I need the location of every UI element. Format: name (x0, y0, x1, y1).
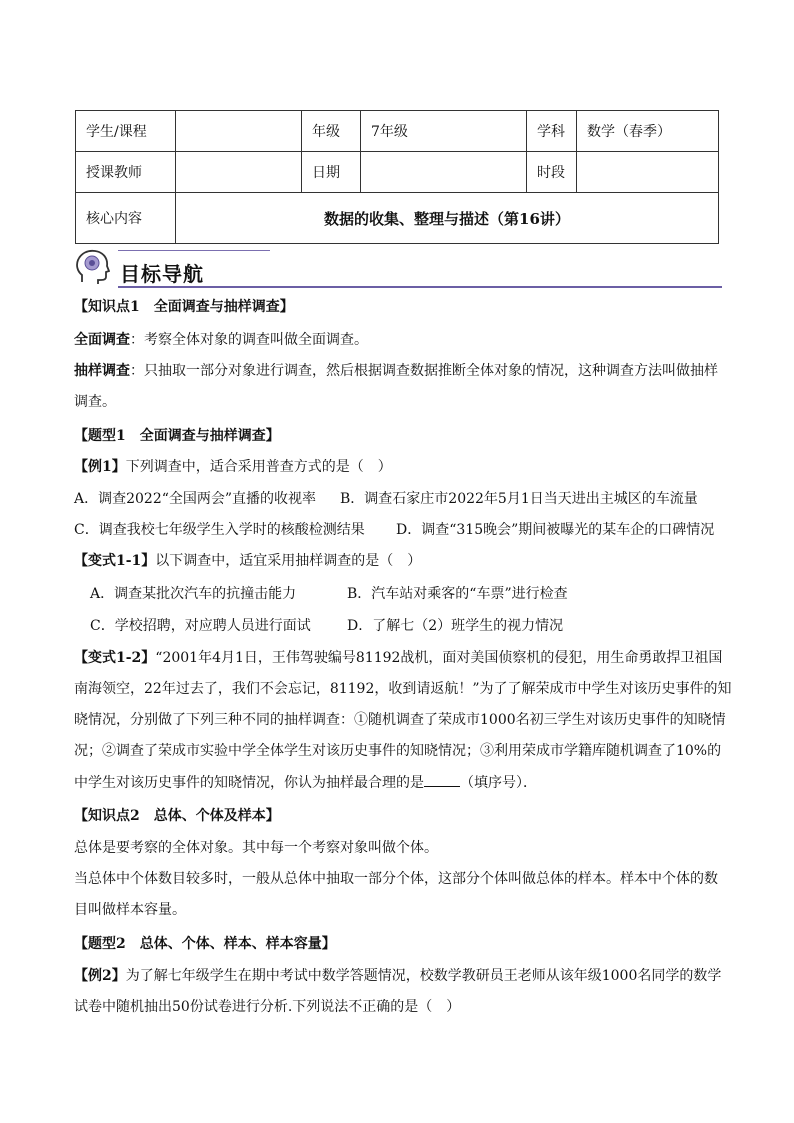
heading-underline (118, 286, 722, 288)
example-2-tag: 【例2】 (74, 968, 126, 984)
core-label: 核心内容 (76, 193, 176, 244)
variant-1-1-tag: 【变式1-1】 (74, 553, 156, 569)
variant-1-1-option-d: D．了解七（2）班学生的视力情况 (347, 618, 564, 634)
sample-survey-definition (74, 360, 718, 380)
full-survey-definition (74, 329, 368, 349)
head-profile-icon (74, 248, 110, 286)
core-value: 数据的收集、整理与描述（第16讲） (176, 193, 719, 244)
variant-1-2-tag: 【变式1-2】 (74, 650, 156, 666)
variant-1-2-line-2: 南海领空，22年过去了，我们不会忘记，81192，收到请返航！”为了了解荣成市中学生对该历史事件的知 (74, 681, 732, 697)
full-survey-term: 全面调查 (74, 332, 130, 348)
variant-1-2-line-4: 况；②调查了荣成市实验中学全体学生对该历史事件的知晓情况；③利用荣成市学籍库随机调查了10%的 (74, 743, 722, 759)
grade-value: 7年级 (361, 111, 527, 152)
date-value (361, 152, 527, 193)
example-1 (74, 456, 392, 476)
example-1-question: 下列调查中，适合采用普查方式的是（ ） (125, 459, 392, 475)
example-1-tag: 【例1】 (74, 459, 126, 475)
knowledge-point-1-title: 【知识点1 全面调查与抽样调查】 (74, 299, 294, 315)
example-2-line-1: 为了解七年级学生在期中考试中数学答题情况，校数学教研员王老师从该年级1000名同学的数学 (125, 968, 722, 984)
question-type-1-title: 【题型1 全面调查与抽样调查】 (74, 428, 280, 444)
variant-1-1-option-b: B．汽车站对乘客的“车票”进行检查 (347, 586, 568, 602)
sample-survey-term: 抽样调查 (74, 363, 130, 379)
knowledge-point-2-line-1: 总体是要考察的全体对象。其中每一个考察对象叫做个体。 (74, 840, 438, 856)
course-info-table (75, 110, 719, 244)
variant-1-2-line-5-text: 中学生对该历史事件的知晓情况，你认为抽样最合理的是 (74, 775, 424, 791)
student-value (176, 111, 302, 152)
knowledge-point-2-line-2: 当总体中个体数目较多时，一般从总体中抽取一部分个体，这部分个体叫做总体的样本。样本中个体的数 (74, 871, 718, 887)
answer-blank (424, 774, 460, 787)
example-2-line-2: 试卷中随机抽出50份试卷进行分析.下列说法不正确的是（ ） (74, 999, 461, 1015)
teacher-label: 授课教师 (76, 152, 176, 193)
example-1-option-a: A．调查2022“全国两会”直播的收视率 (74, 491, 317, 507)
full-survey-text: ：考察全体对象的调查叫做全面调查。 (130, 332, 368, 348)
sample-survey-text: ：只抽取一部分对象进行调查，然后根据调查数据推断全体对象的情况，这种调查方法叫做抽样 (130, 363, 718, 379)
heading-top-rule (118, 250, 270, 251)
example-1-option-d: D．调查“315晚会”期间被曝光的某车企的口碑情况 (396, 522, 715, 538)
variant-1-1-option-c: C．学校招聘，对应聘人员进行面试 (90, 618, 311, 634)
variant-1-2-line-5 (74, 772, 537, 792)
knowledge-point-2-line-3: 目叫做样本容量。 (74, 902, 186, 918)
period-value (577, 152, 719, 193)
sample-survey-text-cont: 调查。 (74, 394, 116, 410)
example-2 (74, 965, 721, 985)
variant-1-1-option-a: A．调查某批次汽车的抗撞击能力 (90, 586, 297, 602)
date-label: 日期 (302, 152, 361, 193)
section-title: 目标导航 (120, 262, 204, 286)
grade-label: 年级 (302, 111, 361, 152)
section-heading (74, 248, 722, 290)
variant-1-2-line-1: “2001年4月1日，王伟驾驶编号81192战机，面对美国侦察机的侵犯，用生命勇敢捍卫祖国 (155, 650, 723, 666)
subject-value: 数学（春季） (577, 111, 719, 152)
variant-1-2 (74, 647, 722, 667)
period-label: 时段 (527, 152, 577, 193)
example-1-option-b: B．调查石家庄市2022年5月1日当天进出主城区的车流量 (340, 491, 698, 507)
example-1-option-c: C．调查我校七年级学生入学时的核酸检测结果 (74, 522, 365, 538)
question-type-2-title: 【题型2 总体、个体、样本、样本容量】 (74, 936, 336, 952)
knowledge-point-2-title: 【知识点2 总体、个体及样本】 (74, 808, 280, 824)
student-label: 学生/课程 (76, 111, 176, 152)
variant-1-1-question: 以下调查中，适宜采用抽样调查的是（ ） (155, 553, 422, 569)
subject-label: 学科 (527, 111, 577, 152)
variant-1-2-line-5-tail: （填序号）． (460, 775, 537, 791)
teacher-value (176, 152, 302, 193)
variant-1-1 (74, 550, 421, 570)
variant-1-2-line-3: 晓情况，分别做了下列三种不同的抽样调查：①随机调查了荣成市1000名初三学生对该历史事件的知晓情 (74, 712, 726, 728)
